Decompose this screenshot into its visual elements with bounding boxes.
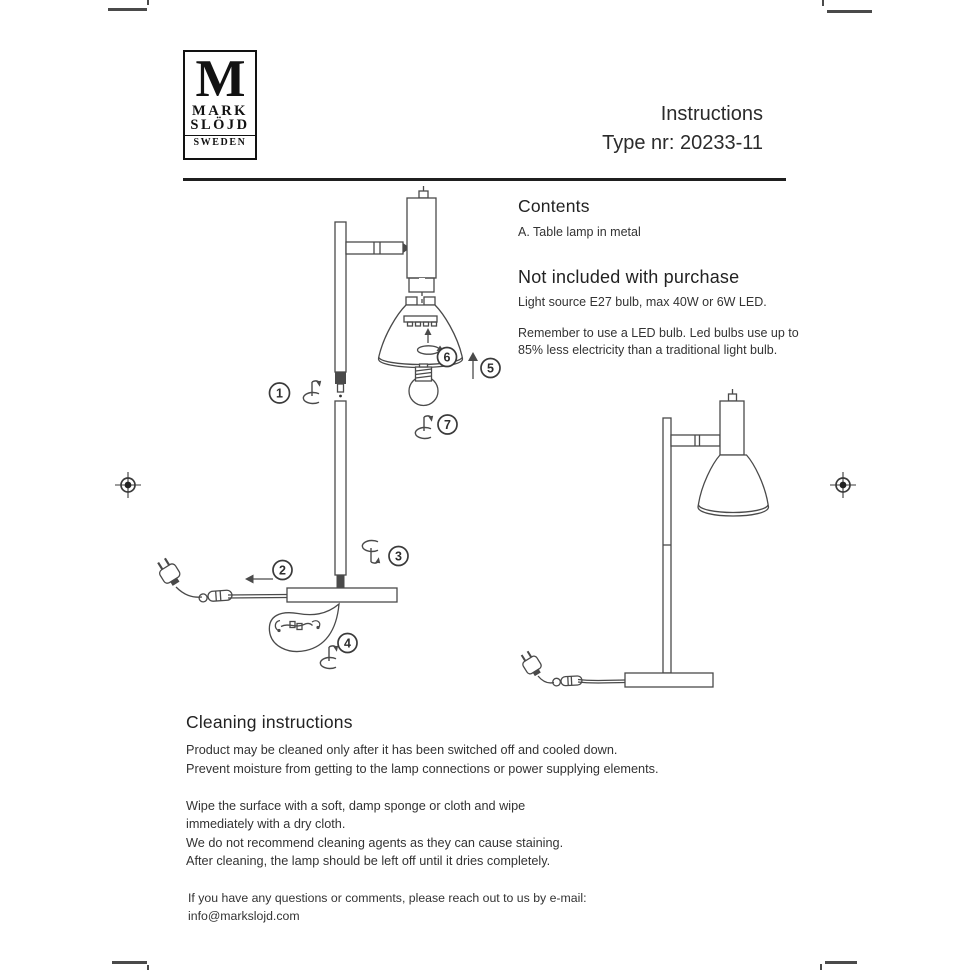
lamp-arm [346,242,410,254]
contents-heading: Contents [518,196,590,216]
text-line: Wipe the surface with a soft, damp sponge or cloth and wipe [186,798,526,813]
crop-mark-top-left-h [108,8,147,11]
power-plug-icon [518,649,545,679]
text-line [186,778,746,797]
contents-section [518,196,848,359]
callout-6 [438,348,457,367]
power-cord [578,680,625,684]
callout-3 [389,547,408,566]
assembled-lamp-illustration [515,388,815,700]
crop-mark-bottom-left-v [147,965,149,970]
power-cord [228,595,287,599]
assembled-arm [671,435,726,446]
contact-text: If you have any questions or comments, please reach out to us by e-mail: [188,891,587,905]
crop-mark-top-right-v [822,0,824,6]
not-included-heading: Not included with purchase [518,267,740,287]
svg-text:5: 5 [487,361,494,376]
logo-country: SWEDEN [193,136,247,148]
lower-pole-and-base [287,401,397,602]
led-note-line1: Remember to use a LED bulb. Led bulbs use up to [518,326,799,340]
rotate-icon-step7 [415,416,433,439]
header-divider [183,178,786,181]
rotate-icon-step4 [320,646,338,669]
rotate-icon-step3 [362,541,380,564]
svg-text:6: 6 [443,350,451,365]
text-line: Product may be cleaned only after it has been switched off and cooled down. [186,743,618,757]
logo-letter-m: M [195,50,245,108]
assembled-head [720,389,744,455]
contact-section [188,890,658,925]
crop-mark-bottom-right-v [820,964,822,970]
logo-sweden-strip [185,135,255,149]
type-number: Type nr: 20233-11 [602,132,763,154]
crop-mark-top-left-v [147,0,149,5]
callout-5 [481,359,500,378]
crop-mark-bottom-left-h [112,961,147,964]
lamp-head [407,186,436,292]
exploded-assembly-illustration [140,185,510,690]
svg-text:7: 7 [444,418,451,432]
page-title: Instructions [660,103,763,125]
text-line: immediately with a dry cloth. [186,817,346,831]
svg-text:1: 1 [276,386,283,401]
upper-pole [335,222,346,397]
text-line: After cleaning, the lamp should be left off until it dries completely. [186,854,551,868]
callout-2 [273,561,292,580]
power-cord [538,676,554,683]
power-cord [176,587,202,597]
cleaning-heading: Cleaning instructions [186,712,353,732]
bulb-spec: Light source E27 bulb, max 40W or 6W LED. [518,295,767,309]
light-bulb-icon [409,364,438,406]
svg-text:2: 2 [279,563,286,578]
contact-email: info@markslojd.com [188,908,300,923]
led-note-line2: 85% less electricity than a traditional light bulb. [518,343,778,357]
document-header [602,100,763,158]
assembled-shade [698,455,769,516]
crop-mark-top-right-h [827,10,872,13]
cleaning-instructions-section [186,712,746,871]
logo-word-mark: MARK [192,102,248,119]
power-plug-icon [154,556,184,589]
callout-4 [338,634,357,653]
base-underside-detail [269,604,339,651]
inline-switch-icon [552,676,582,687]
contents-item: A. Table lamp in metal [518,225,641,239]
svg-text:3: 3 [395,549,402,564]
registration-mark-right-icon [828,470,858,500]
inline-switch-icon [199,590,233,602]
logo-word-slojd: SLÖJD [190,116,250,133]
callout-7 [438,415,457,434]
brand-logo [183,50,257,160]
registration-mark-left-icon [113,470,143,500]
crop-mark-bottom-right-h [825,961,857,964]
pull-left-arrow-icon [245,575,273,584]
rotate-icon-step1 [303,381,321,404]
text-line: We do not recommend cleaning agents as they can cause staining. [186,835,564,850]
callout-1 [270,383,290,403]
assembled-pole-and-base [625,418,713,687]
push-up-arrow-icon [468,352,478,379]
text-line: Prevent moisture from getting to the lamp connections or power supplying elements. [186,761,659,776]
svg-text:4: 4 [344,636,351,651]
